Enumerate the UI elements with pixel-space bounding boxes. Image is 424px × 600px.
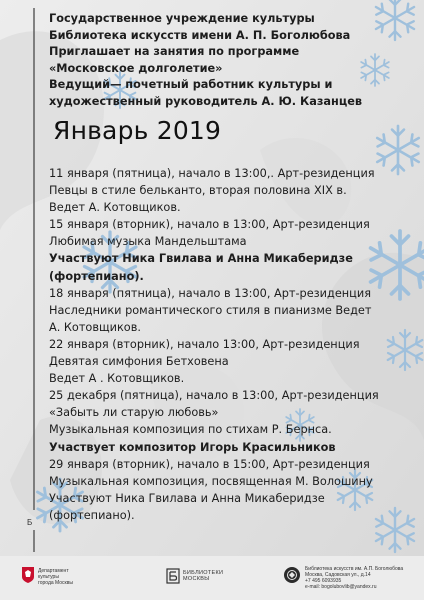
- event-line: 11 января (пятница), начало в 13:00,. Арт-резиденция: [49, 167, 375, 180]
- footer-line: Москва, Садовская ул., д.14: [305, 572, 371, 578]
- footer-line: Департамент: [38, 568, 69, 574]
- event-line: 22 января (вторник), начало 13:00, Арт-резиденция: [49, 337, 360, 351]
- libraries-logo-icon: [166, 568, 180, 584]
- header-line: художественный руководитель А. Ю. Казанцев: [49, 94, 363, 108]
- footer-line: культуры: [38, 574, 59, 580]
- event-line: Участвуют Ника Гвилава и Анна Микаберидзе: [49, 252, 353, 266]
- footer-line: Библиотека искусств им. А.П. Боголюбова: [305, 566, 404, 572]
- event-line: Певцы в стиле бельканто, вторая половина XIX в.: [49, 184, 347, 198]
- footer-line: города Москвы: [38, 580, 73, 586]
- header-line: Приглашает на занятия по программе: [49, 45, 300, 58]
- library-emblem-icon: [283, 566, 301, 584]
- event-line: Участвует композитор Игорь Красильников: [49, 440, 336, 454]
- event-line: 29 января (вторник), начало в 15:00, Арт-резиденция: [49, 457, 370, 471]
- footer-line: БИБЛИОТЕКИ: [183, 570, 224, 576]
- header-line: Библиотека искусств имени А. П. Боголюбова: [49, 28, 351, 42]
- event-line: Ведет А. Котовщиков.: [49, 201, 181, 215]
- event-line: «Забыть ли старую любовь»: [49, 406, 219, 420]
- footer-line: +7 495 6093935: [305, 578, 342, 584]
- header-line: «Московское долголетие»: [49, 61, 223, 75]
- library-contacts: [305, 566, 403, 590]
- footer-line: e-mail: bogolubovlib@yandex.ru: [305, 584, 377, 590]
- events-list: [49, 165, 379, 524]
- header-line: Государственное учреждение культуры: [49, 12, 315, 25]
- event-line: (фортепиано).: [49, 269, 144, 283]
- side-letter: Б: [27, 518, 33, 527]
- event-line: Наследники романтического стиля в пианизме Ведет: [49, 303, 372, 317]
- event-line: Ведет А . Котовщиков.: [49, 372, 185, 386]
- event-line: Музыкальная композиция, посвященная М. Волошину: [49, 474, 373, 488]
- moscow-coat-of-arms-icon: [21, 566, 35, 584]
- header-block: [49, 11, 362, 110]
- event-line: 18 января (пятница), начало в 13:00, Арт-резиденция: [49, 286, 371, 300]
- event-line: 15 января (вторник), начало в 13:00, Арт-резиденция: [49, 218, 370, 232]
- footer: [0, 556, 424, 600]
- event-line: Музыкальная композиция по стихам Р. Бернса.: [49, 423, 332, 437]
- event-line: 25 декабря (пятница), начало в 13:00, Арт-резиденция: [49, 389, 379, 403]
- event-line: Любимая музыка Мандельштама: [49, 235, 247, 249]
- libraries-label: [183, 570, 223, 582]
- culture-department-label: [38, 568, 73, 586]
- event-line: Девятая симфония Бетховена: [49, 355, 229, 369]
- event-line: (фортепиано).: [49, 508, 135, 522]
- event-line: Участвуют Ника Гвилава и Анна Микаберидзе: [49, 491, 325, 505]
- header-line: Ведущий— почетный работник культуры и: [49, 78, 333, 91]
- month-title: Январь 2019: [53, 116, 222, 145]
- footer-line: МОСКВЫ: [183, 576, 210, 582]
- event-line: А. Котовщиков.: [49, 320, 141, 334]
